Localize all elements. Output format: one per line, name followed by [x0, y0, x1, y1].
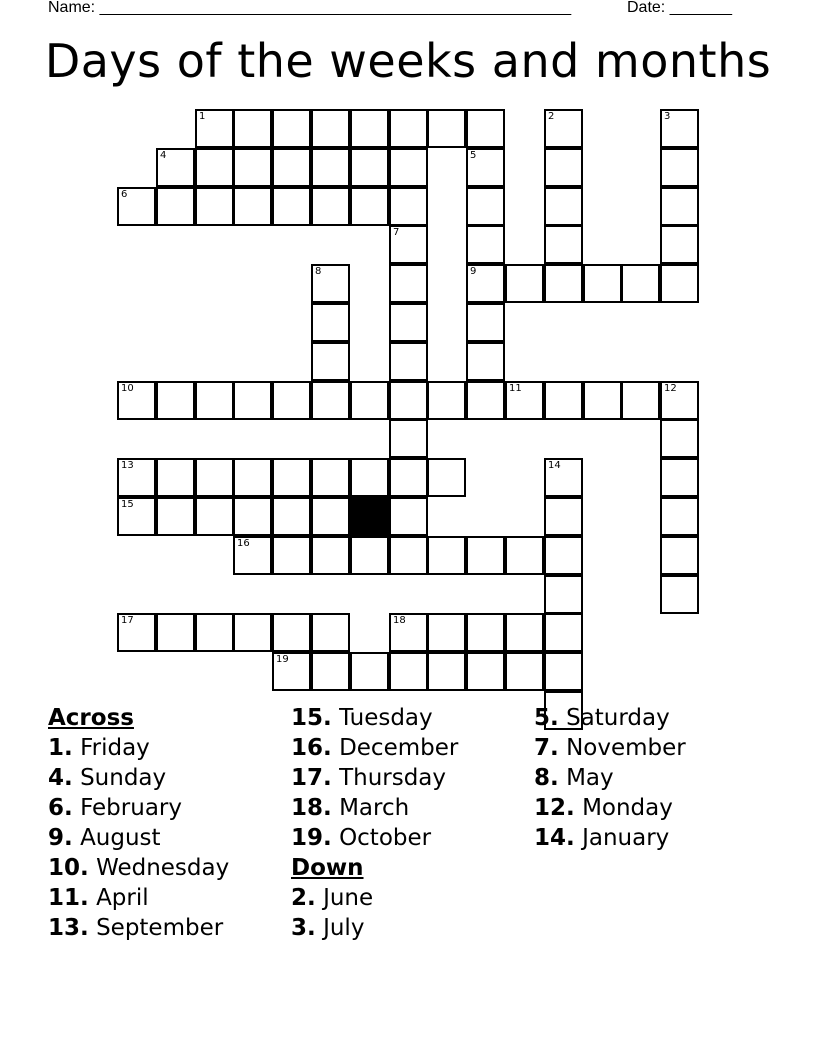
grid-cell[interactable] [350, 148, 389, 187]
clue-number-label: 5 [470, 150, 477, 161]
grid-cell[interactable] [272, 109, 311, 148]
name-line: Name: _____________________________________________________ [48, 0, 572, 16]
grid-cell[interactable] [660, 575, 699, 614]
grid-cell[interactable] [505, 264, 544, 303]
grid-cell[interactable] [195, 458, 234, 497]
grid-cell[interactable] [660, 458, 699, 497]
grid-cell[interactable] [272, 613, 311, 652]
grid-cell[interactable] [660, 419, 699, 458]
grid-cell[interactable] [311, 109, 350, 148]
grid-cell[interactable] [660, 109, 699, 148]
clue-number: 18. [291, 795, 332, 821]
clue-text: Sunday [80, 765, 167, 791]
grid-cell[interactable] [156, 381, 195, 420]
grid-cell[interactable] [544, 187, 583, 226]
clues-column-2 [291, 703, 458, 943]
grid-cell[interactable] [156, 497, 195, 536]
grid-cell[interactable] [350, 536, 389, 575]
grid-cell[interactable] [466, 613, 505, 652]
clue-number: 16. [291, 735, 332, 761]
grid-cell[interactable] [621, 381, 660, 420]
clue-down-14 [534, 823, 686, 853]
clue-text: Saturday [566, 705, 670, 731]
grid-cell[interactable] [156, 148, 195, 187]
clue-number: 4. [48, 765, 73, 791]
clue-number-label: 8 [315, 266, 322, 277]
grid-cell[interactable] [156, 187, 195, 226]
grid-cell[interactable] [272, 148, 311, 187]
grid-cell[interactable] [544, 264, 583, 303]
grid-cell[interactable] [311, 303, 350, 342]
grid-cell[interactable] [350, 458, 389, 497]
clue-number: 19. [291, 825, 332, 851]
clue-number-label: 1 [199, 111, 206, 122]
clue-text: Wednesday [96, 855, 230, 881]
grid-cell[interactable] [311, 652, 350, 691]
grid-cell[interactable] [195, 148, 234, 187]
grid-cell[interactable] [466, 652, 505, 691]
grid-cell[interactable] [311, 458, 350, 497]
clue-number-label: 12 [664, 383, 677, 394]
clue-across-11 [48, 883, 229, 913]
clue-across-18 [291, 793, 458, 823]
grid-cell[interactable] [660, 536, 699, 575]
clue-number-label: 16 [237, 538, 250, 549]
grid-cell[interactable] [311, 264, 350, 303]
grid-cell[interactable] [544, 458, 583, 497]
clue-number: 3. [291, 915, 316, 941]
clue-number: 6. [48, 795, 73, 821]
clue-across-4 [48, 763, 229, 793]
black-cell [350, 497, 389, 536]
grid-cell[interactable] [117, 613, 156, 652]
grid-cell[interactable] [427, 536, 466, 575]
clue-across-10 [48, 853, 229, 883]
grid-cell[interactable] [466, 187, 505, 226]
grid-cell[interactable] [389, 148, 428, 187]
grid-cell[interactable] [389, 613, 428, 652]
grid-cell[interactable] [505, 613, 544, 652]
grid-cell[interactable] [544, 148, 583, 187]
grid-cell[interactable] [505, 652, 544, 691]
clue-number: 7. [534, 735, 559, 761]
clue-number-label: 10 [121, 383, 134, 394]
grid-cell[interactable] [544, 381, 583, 420]
page-title: Days of the weeks and months [44, 34, 772, 88]
down-heading: Down [291, 855, 364, 881]
clue-across-19 [291, 823, 458, 853]
grid-cell[interactable] [195, 497, 234, 536]
grid-cell[interactable] [389, 303, 428, 342]
grid-cell[interactable] [389, 419, 428, 458]
clue-number-label: 11 [509, 383, 522, 394]
grid-cell[interactable] [427, 652, 466, 691]
grid-cell[interactable] [466, 109, 505, 148]
grid-cell[interactable] [350, 652, 389, 691]
grid-cell[interactable] [311, 613, 350, 652]
clue-down-12 [534, 793, 686, 823]
clue-across-17 [291, 763, 458, 793]
grid-cell[interactable] [311, 342, 350, 381]
clue-number: 5. [534, 705, 559, 731]
clue-text: May [566, 765, 614, 791]
clue-number: 10. [48, 855, 89, 881]
grid-cell[interactable] [389, 225, 428, 264]
grid-cell[interactable] [389, 381, 428, 420]
clue-number: 11. [48, 885, 89, 911]
grid-cell[interactable] [544, 109, 583, 148]
grid-cell[interactable] [350, 109, 389, 148]
grid-cell[interactable] [272, 187, 311, 226]
clue-number: 2. [291, 885, 316, 911]
clue-number: 14. [534, 825, 575, 851]
grid-cell[interactable] [311, 381, 350, 420]
clue-number: 13. [48, 915, 89, 941]
grid-cell[interactable] [272, 652, 311, 691]
grid-cell[interactable] [233, 109, 272, 148]
clue-number-label: 13 [121, 460, 134, 471]
grid-cell[interactable] [195, 109, 234, 148]
grid-cell[interactable] [660, 497, 699, 536]
clue-across-16 [291, 733, 458, 763]
clue-number: 9. [48, 825, 73, 851]
clue-down-5 [534, 703, 686, 733]
clue-number: 8. [534, 765, 559, 791]
clue-number-label: 17 [121, 615, 134, 626]
grid-cell[interactable] [466, 536, 505, 575]
grid-cell[interactable] [544, 575, 583, 614]
grid-cell[interactable] [427, 613, 466, 652]
clues-column-3 [534, 703, 686, 853]
grid-cell[interactable] [389, 458, 428, 497]
grid-cell[interactable] [350, 187, 389, 226]
clue-text: July [323, 915, 365, 941]
grid-cell[interactable] [427, 109, 466, 148]
grid-cell[interactable] [389, 264, 428, 303]
clue-number: 15. [291, 705, 332, 731]
grid-cell[interactable] [544, 536, 583, 575]
grid-cell[interactable] [195, 613, 234, 652]
grid-cell[interactable] [117, 187, 156, 226]
grid-cell[interactable] [117, 458, 156, 497]
clue-text: Thursday [339, 765, 447, 791]
grid-cell[interactable] [311, 187, 350, 226]
grid-cell[interactable] [233, 187, 272, 226]
grid-cell[interactable] [660, 381, 699, 420]
grid-cell[interactable] [233, 381, 272, 420]
grid-cell[interactable] [311, 536, 350, 575]
grid-cell[interactable] [311, 497, 350, 536]
grid-cell[interactable] [505, 381, 544, 420]
clue-text: Friday [80, 735, 150, 761]
grid-cell[interactable] [156, 613, 195, 652]
grid-cell[interactable] [466, 303, 505, 342]
grid-cell[interactable] [660, 264, 699, 303]
grid-cell[interactable] [195, 381, 234, 420]
grid-cell[interactable] [466, 381, 505, 420]
grid-cell[interactable] [660, 187, 699, 226]
grid-cell[interactable] [544, 613, 583, 652]
grid-cell[interactable] [621, 264, 660, 303]
grid-cell[interactable] [311, 148, 350, 187]
clue-text: November [566, 735, 686, 761]
grid-cell[interactable] [117, 497, 156, 536]
clue-text: April [96, 885, 149, 911]
grid-cell[interactable] [427, 381, 466, 420]
grid-cell[interactable] [272, 458, 311, 497]
grid-cell[interactable] [389, 109, 428, 148]
grid-cell[interactable] [466, 225, 505, 264]
clue-number: 12. [534, 795, 575, 821]
date-line: Date: _______ [627, 0, 732, 16]
grid-cell[interactable] [466, 264, 505, 303]
grid-cell[interactable] [156, 458, 195, 497]
clue-number-label: 19 [276, 654, 289, 665]
clue-down-8 [534, 763, 686, 793]
clue-across-15 [291, 703, 458, 733]
clue-across-9 [48, 823, 229, 853]
grid-cell[interactable] [389, 187, 428, 226]
clue-text: Tuesday [339, 705, 433, 731]
grid-cell[interactable] [272, 536, 311, 575]
clue-number-label: 2 [548, 111, 555, 122]
clue-text: June [323, 885, 374, 911]
grid-cell[interactable] [195, 187, 234, 226]
grid-cell[interactable] [233, 497, 272, 536]
clue-text: October [339, 825, 432, 851]
grid-cell[interactable] [117, 381, 156, 420]
grid-cell[interactable] [583, 381, 622, 420]
grid-cell[interactable] [466, 148, 505, 187]
clue-number-label: 6 [121, 189, 128, 200]
grid-cell[interactable] [233, 458, 272, 497]
grid-cell[interactable] [660, 225, 699, 264]
grid-cell[interactable] [272, 381, 311, 420]
clue-number: 17. [291, 765, 332, 791]
clue-text: March [339, 795, 410, 821]
grid-cell[interactable] [389, 536, 428, 575]
clue-down-7 [534, 733, 686, 763]
clue-text: August [80, 825, 161, 851]
clue-text: January [582, 825, 670, 851]
grid-cell[interactable] [544, 225, 583, 264]
clue-across-13 [48, 913, 229, 943]
clue-number-label: 7 [393, 227, 400, 238]
clue-number-label: 14 [548, 460, 561, 471]
clue-number-label: 18 [393, 615, 406, 626]
grid-cell[interactable] [389, 497, 428, 536]
grid-cell[interactable] [544, 497, 583, 536]
clue-across-6 [48, 793, 229, 823]
grid-cell[interactable] [660, 148, 699, 187]
clue-down-3 [291, 913, 458, 943]
clue-text: Monday [582, 795, 673, 821]
grid-cell[interactable] [233, 148, 272, 187]
clue-number-label: 4 [160, 150, 167, 161]
grid-cell[interactable] [233, 536, 272, 575]
grid-cell[interactable] [350, 381, 389, 420]
clue-number-label: 9 [470, 266, 477, 277]
grid-cell[interactable] [272, 497, 311, 536]
grid-cell[interactable] [466, 342, 505, 381]
clue-text: February [80, 795, 182, 821]
grid-cell[interactable] [505, 536, 544, 575]
grid-cell[interactable] [583, 264, 622, 303]
clue-text: September [96, 915, 224, 941]
clue-number: 1. [48, 735, 73, 761]
clue-text: December [339, 735, 459, 761]
grid-cell[interactable] [427, 458, 466, 497]
grid-cell[interactable] [233, 613, 272, 652]
clue-across-1 [48, 733, 229, 763]
clue-number-label: 3 [664, 111, 671, 122]
clue-number-label: 15 [121, 499, 134, 510]
clue-down-2 [291, 883, 458, 913]
grid-cell[interactable] [389, 652, 428, 691]
grid-cell[interactable] [544, 652, 583, 691]
clues-column-1 [48, 703, 229, 943]
grid-cell[interactable] [389, 342, 428, 381]
across-heading: Across [48, 705, 134, 731]
